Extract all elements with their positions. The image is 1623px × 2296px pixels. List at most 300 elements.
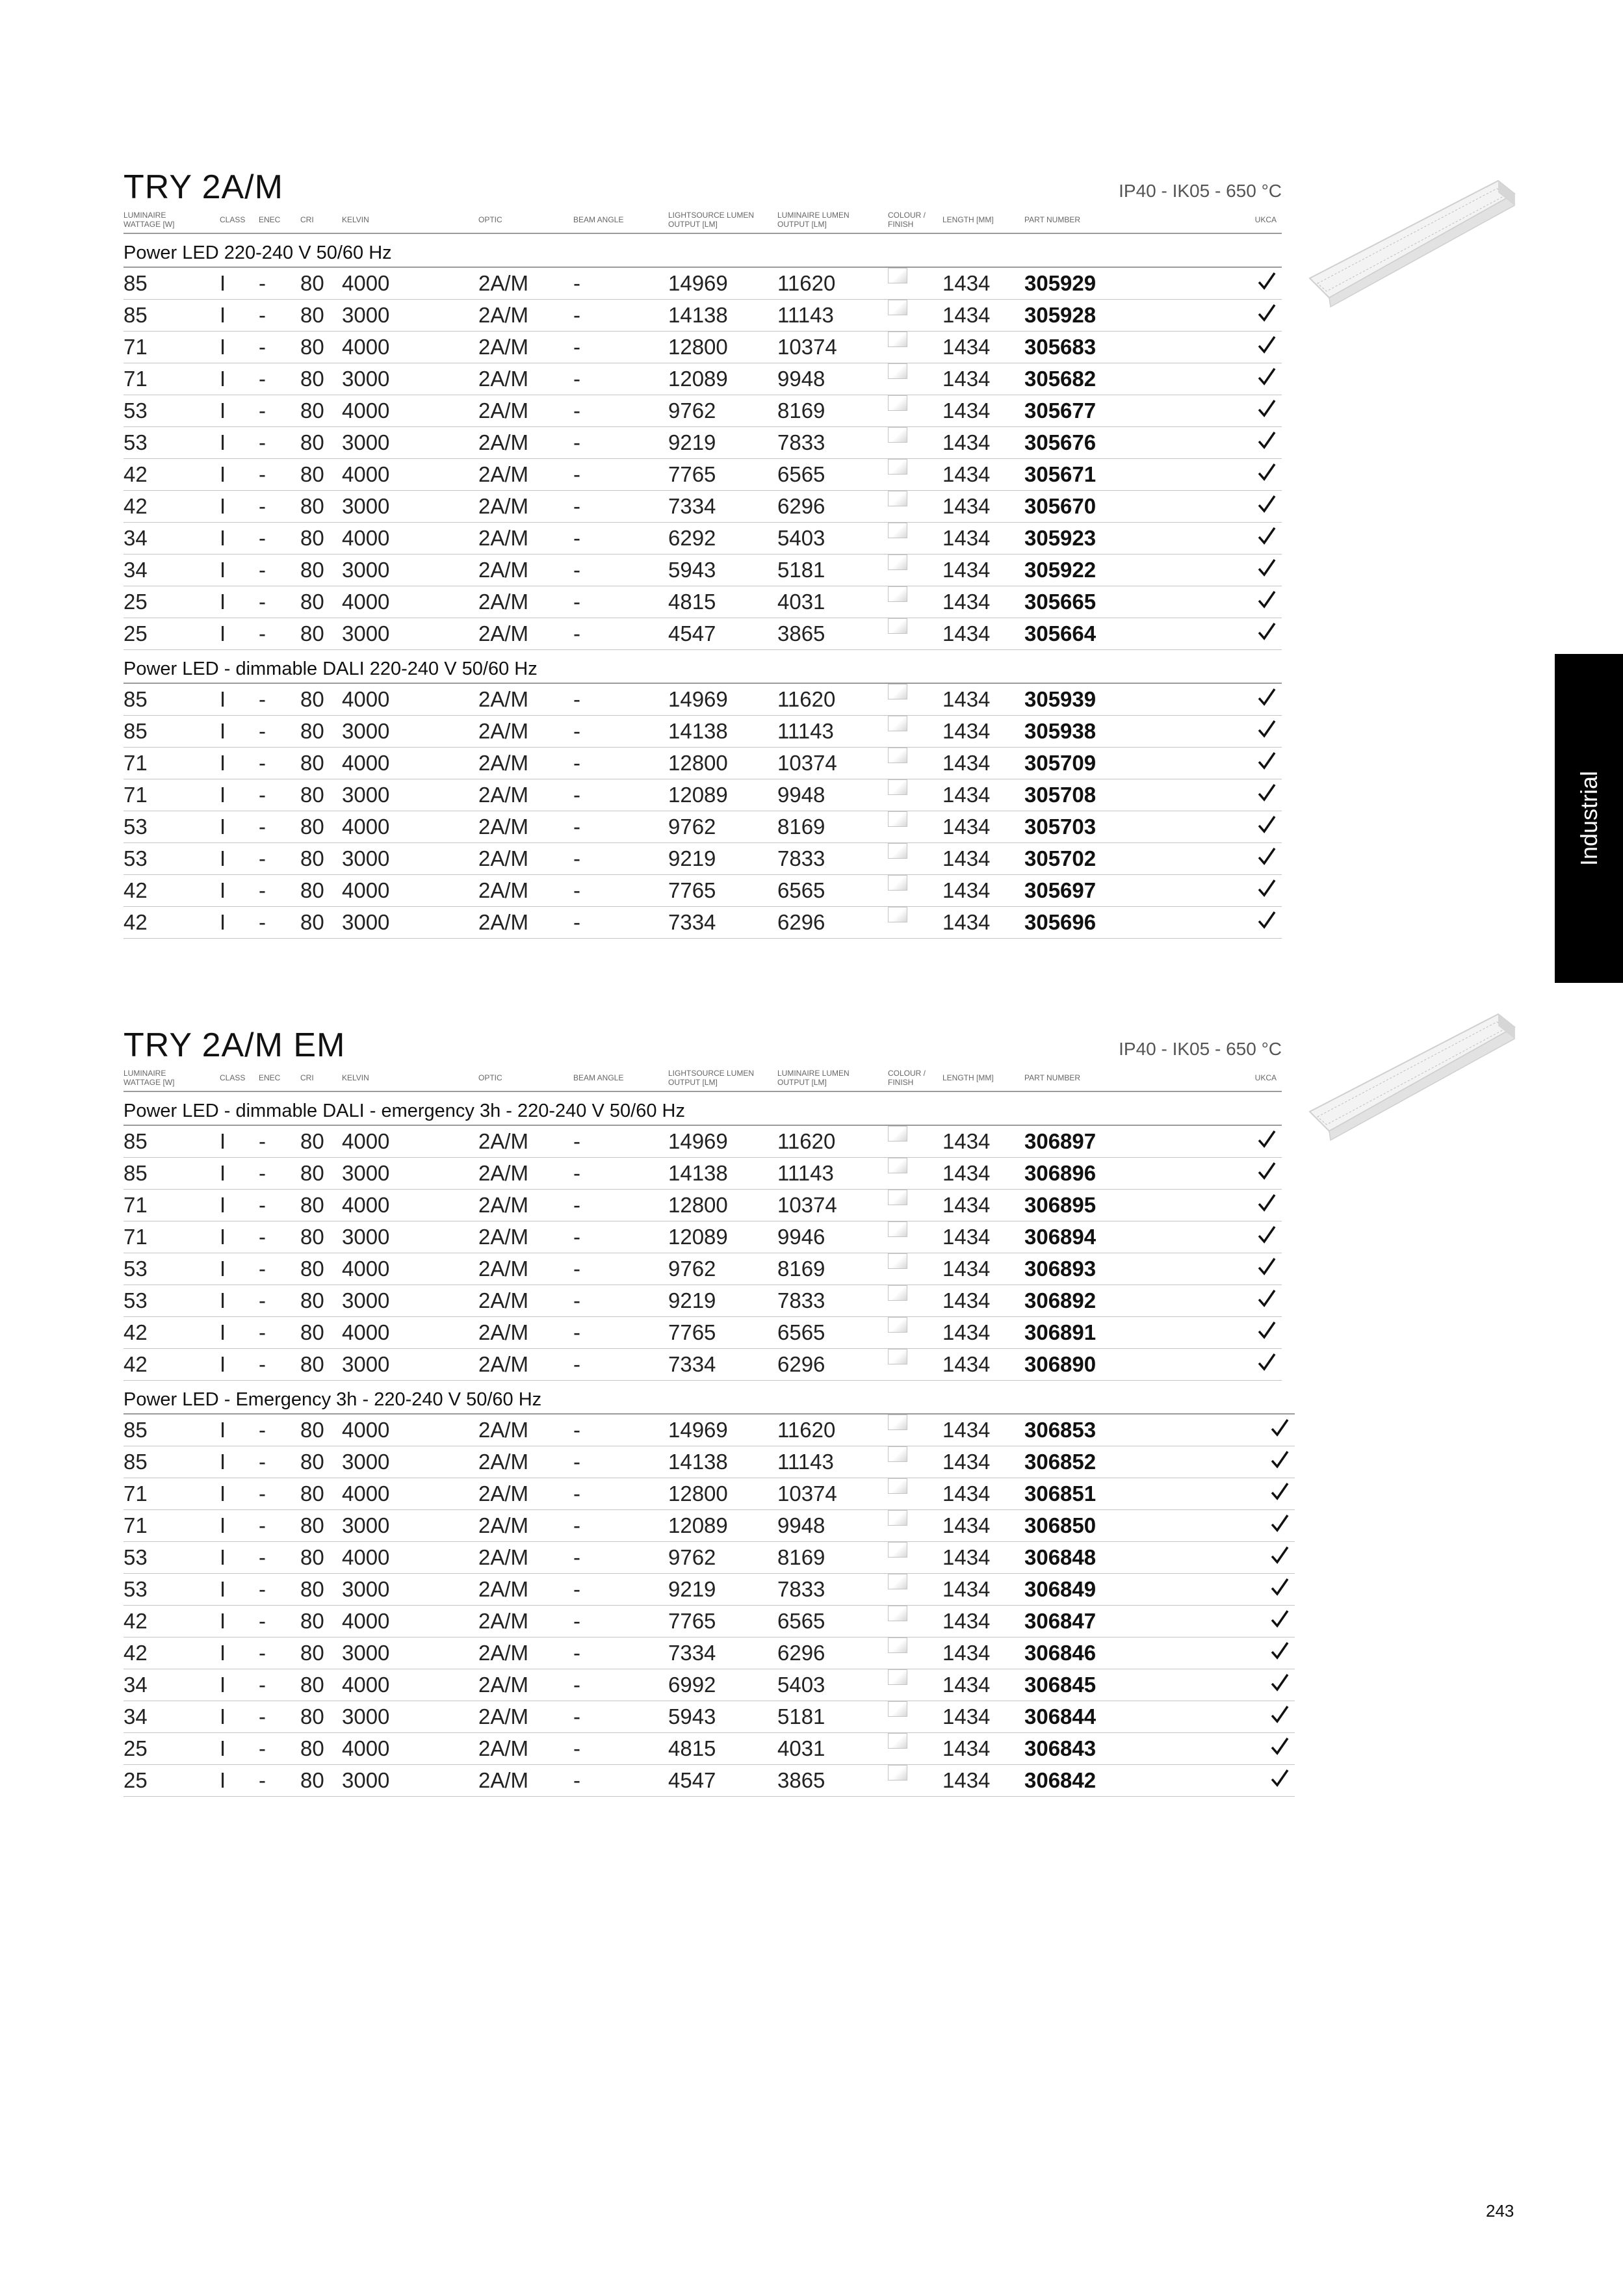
col-lightsource-lumen: LIGHTSOURCE LUMEN OUTPUT [LM] — [668, 211, 755, 229]
cell-luminaire-lumen: 6565 — [777, 1609, 825, 1633]
cell-luminaire-lumen: 4031 — [777, 590, 825, 614]
cell-lightsource-lumen: 4547 — [668, 1768, 716, 1792]
cell-wattage: 34 — [123, 1673, 148, 1697]
cell-beam-angle: - — [573, 687, 580, 711]
table-row — [123, 1478, 1295, 1510]
col-ukca: UKCA — [1254, 215, 1277, 224]
cell-wattage: 53 — [123, 815, 148, 839]
cell-cri: 80 — [300, 1288, 324, 1312]
cell-optic: 2A/M — [478, 1225, 529, 1249]
cell-part-number: 305928 — [1024, 303, 1097, 327]
product-header — [123, 168, 1293, 207]
cell-luminaire-lumen: 10374 — [777, 1193, 837, 1217]
cell-length: 1434 — [942, 846, 991, 870]
cell-beam-angle: - — [573, 1352, 580, 1376]
cell-optic: 2A/M — [478, 1418, 529, 1442]
cell-part-number: 305939 — [1024, 687, 1097, 711]
cell-beam-angle: - — [573, 1129, 580, 1153]
cell-luminaire-lumen: 5403 — [777, 1673, 825, 1697]
cell-length: 1434 — [942, 1129, 991, 1153]
cell-enec: - — [259, 398, 266, 423]
colour-finish-swatch — [888, 1510, 907, 1526]
cell-lightsource-lumen: 14969 — [668, 271, 728, 295]
column-header-row — [123, 207, 1282, 234]
cell-cri: 80 — [300, 687, 324, 711]
cell-beam-angle: - — [573, 1545, 580, 1569]
cell-kelvin: 4000 — [342, 1418, 390, 1442]
cell-kelvin: 3000 — [342, 1352, 390, 1376]
ukca-check-icon — [1257, 908, 1277, 932]
cell-class: I — [220, 1704, 226, 1729]
col-colour-finish: COLOUR / FINISH — [888, 1069, 926, 1087]
cell-luminaire-lumen: 10374 — [777, 1481, 837, 1506]
cell-enec: - — [259, 494, 266, 518]
cell-wattage: 85 — [123, 303, 148, 327]
cell-optic: 2A/M — [478, 1673, 529, 1697]
cell-length: 1434 — [942, 910, 991, 934]
colour-finish-swatch — [888, 523, 907, 538]
cell-wattage: 42 — [123, 494, 148, 518]
table-row — [123, 1765, 1295, 1797]
cell-beam-angle: - — [573, 526, 580, 550]
colour-finish-swatch — [888, 1733, 907, 1749]
cell-kelvin: 4000 — [342, 1257, 390, 1281]
cell-optic: 2A/M — [478, 783, 529, 807]
cell-part-number: 306891 — [1024, 1320, 1097, 1344]
cell-cri: 80 — [300, 367, 324, 391]
cell-enec: - — [259, 1225, 266, 1249]
cell-wattage: 71 — [123, 367, 148, 391]
table-row — [123, 716, 1282, 748]
cell-cri: 80 — [300, 526, 324, 550]
cell-kelvin: 4000 — [342, 815, 390, 839]
cell-beam-angle: - — [573, 751, 580, 775]
cell-beam-angle: - — [573, 1577, 580, 1601]
table-row — [123, 1126, 1282, 1158]
cell-part-number: 305671 — [1024, 462, 1097, 486]
cell-part-number: 306893 — [1024, 1257, 1097, 1281]
colour-finish-swatch — [888, 1126, 907, 1141]
cell-lightsource-lumen: 14138 — [668, 303, 728, 327]
colour-finish-swatch — [888, 491, 907, 506]
cell-cri: 80 — [300, 1418, 324, 1442]
colour-finish-swatch — [888, 459, 907, 475]
cell-kelvin: 3000 — [342, 1641, 390, 1665]
cell-optic: 2A/M — [478, 1481, 529, 1506]
cell-optic: 2A/M — [478, 558, 529, 582]
cell-cri: 80 — [300, 621, 324, 646]
cell-cri: 80 — [300, 398, 324, 423]
cell-beam-angle: - — [573, 910, 580, 934]
cell-class: I — [220, 367, 226, 391]
section-side-tab — [1555, 654, 1623, 983]
cell-cri: 80 — [300, 846, 324, 870]
col-class: CLASS — [220, 215, 246, 224]
cell-optic: 2A/M — [478, 271, 529, 295]
cell-kelvin: 3000 — [342, 1704, 390, 1729]
ukca-check-icon — [1270, 1416, 1290, 1439]
cell-beam-angle: - — [573, 494, 580, 518]
cell-luminaire-lumen: 11143 — [777, 1161, 834, 1185]
cell-cri: 80 — [300, 590, 324, 614]
cell-kelvin: 3000 — [342, 1577, 390, 1601]
cell-class: I — [220, 271, 226, 295]
cell-part-number: 305702 — [1024, 846, 1097, 870]
cell-cri: 80 — [300, 1577, 324, 1601]
cell-optic: 2A/M — [478, 1288, 529, 1312]
cell-kelvin: 4000 — [342, 1736, 390, 1760]
cell-lightsource-lumen: 12800 — [668, 751, 728, 775]
cell-enec: - — [259, 878, 266, 902]
luminaire-product-image — [1303, 1001, 1518, 1144]
cell-luminaire-lumen: 3865 — [777, 1768, 825, 1792]
ukca-check-icon — [1270, 1766, 1290, 1790]
cell-optic: 2A/M — [478, 1450, 529, 1474]
cell-enec: - — [259, 815, 266, 839]
cell-luminaire-lumen: 9948 — [777, 783, 825, 807]
cell-kelvin: 4000 — [342, 590, 390, 614]
cell-part-number: 306845 — [1024, 1673, 1097, 1697]
cell-class: I — [220, 621, 226, 646]
cell-kelvin: 3000 — [342, 494, 390, 518]
cell-class: I — [220, 1450, 226, 1474]
cell-kelvin: 4000 — [342, 1481, 390, 1506]
cell-part-number: 306847 — [1024, 1609, 1097, 1633]
cell-optic: 2A/M — [478, 751, 529, 775]
cell-kelvin: 3000 — [342, 621, 390, 646]
table-row — [123, 363, 1282, 395]
cell-optic: 2A/M — [478, 526, 529, 550]
cell-enec: - — [259, 1736, 266, 1760]
table-row — [123, 1446, 1295, 1478]
cell-luminaire-lumen: 11143 — [777, 303, 834, 327]
product-section-try-2am-em — [123, 1026, 1293, 1797]
ukca-check-icon — [1270, 1543, 1290, 1567]
cell-length: 1434 — [942, 590, 991, 614]
cell-enec: - — [259, 621, 266, 646]
cell-optic: 2A/M — [478, 1577, 529, 1601]
col-length: LENGTH [MM] — [942, 215, 994, 224]
ukca-check-icon — [1257, 269, 1277, 293]
cell-length: 1434 — [942, 271, 991, 295]
cell-lightsource-lumen: 12800 — [668, 1481, 728, 1506]
cell-part-number: 305923 — [1024, 526, 1097, 550]
cell-length: 1434 — [942, 1450, 991, 1474]
cell-wattage: 71 — [123, 1225, 148, 1249]
cell-part-number: 306850 — [1024, 1513, 1097, 1537]
cell-lightsource-lumen: 14969 — [668, 687, 728, 711]
cell-lightsource-lumen: 4815 — [668, 590, 716, 614]
cell-part-number: 305922 — [1024, 558, 1097, 582]
product-title: TRY 2A/M — [123, 168, 283, 206]
col-luminaire-lumen: LUMINAIRE LUMEN OUTPUT [LM] — [777, 211, 850, 229]
cell-length: 1434 — [942, 1418, 991, 1442]
cell-lightsource-lumen: 12800 — [668, 335, 728, 359]
colour-finish-swatch — [888, 843, 907, 859]
cell-class: I — [220, 430, 226, 454]
cell-enec: - — [259, 367, 266, 391]
cell-length: 1434 — [942, 1193, 991, 1217]
cell-luminaire-lumen: 11620 — [777, 271, 836, 295]
cell-luminaire-lumen: 5181 — [777, 558, 825, 582]
cell-kelvin: 3000 — [342, 846, 390, 870]
cell-wattage: 25 — [123, 1768, 148, 1792]
colour-finish-swatch — [888, 907, 907, 922]
colour-finish-swatch — [888, 1574, 907, 1589]
cell-class: I — [220, 687, 226, 711]
cell-luminaire-lumen: 7833 — [777, 846, 825, 870]
cell-length: 1434 — [942, 1257, 991, 1281]
cell-length: 1434 — [942, 1641, 991, 1665]
cell-class: I — [220, 1736, 226, 1760]
colour-finish-swatch — [888, 779, 907, 795]
cell-optic: 2A/M — [478, 1513, 529, 1537]
cell-part-number: 306848 — [1024, 1545, 1097, 1569]
cell-class: I — [220, 783, 226, 807]
cell-length: 1434 — [942, 1352, 991, 1376]
cell-cri: 80 — [300, 1736, 324, 1760]
cell-class: I — [220, 1577, 226, 1601]
cell-part-number: 306844 — [1024, 1704, 1097, 1729]
cell-lightsource-lumen: 9219 — [668, 430, 716, 454]
side-tab-label: Industrial — [1575, 770, 1602, 867]
cell-wattage: 53 — [123, 1288, 148, 1312]
cell-class: I — [220, 1161, 226, 1185]
table-row — [123, 1574, 1295, 1606]
ukca-check-icon — [1257, 620, 1277, 643]
cell-part-number: 306894 — [1024, 1225, 1097, 1249]
cell-wattage: 53 — [123, 1545, 148, 1569]
cell-beam-angle: - — [573, 398, 580, 423]
cell-kelvin: 4000 — [342, 1193, 390, 1217]
cell-wattage: 34 — [123, 1704, 148, 1729]
cell-enec: - — [259, 1288, 266, 1312]
cell-class: I — [220, 1768, 226, 1792]
cell-wattage: 71 — [123, 1481, 148, 1506]
group-title: Power LED - dimmable DALI 220-240 V 50/60 Hz — [123, 650, 1282, 684]
cell-optic: 2A/M — [478, 719, 529, 743]
cell-kelvin: 3000 — [342, 367, 390, 391]
table-row — [123, 1349, 1282, 1381]
table-row — [123, 1253, 1282, 1285]
cell-lightsource-lumen: 5943 — [668, 558, 716, 582]
cell-cri: 80 — [300, 1320, 324, 1344]
ukca-check-icon — [1257, 365, 1277, 388]
cell-class: I — [220, 719, 226, 743]
cell-beam-angle: - — [573, 590, 580, 614]
cell-wattage: 53 — [123, 430, 148, 454]
table-row — [123, 1669, 1295, 1701]
ukca-check-icon — [1257, 781, 1277, 804]
cell-beam-angle: - — [573, 1673, 580, 1697]
cell-optic: 2A/M — [478, 1609, 529, 1633]
cell-beam-angle: - — [573, 1288, 580, 1312]
cell-enec: - — [259, 335, 266, 359]
cell-optic: 2A/M — [478, 1641, 529, 1665]
cell-optic: 2A/M — [478, 367, 529, 391]
product-section-try-2am — [123, 168, 1293, 939]
table-row — [123, 1158, 1282, 1190]
table-row — [123, 1415, 1295, 1446]
ukca-check-icon — [1257, 1159, 1277, 1182]
cell-wattage: 71 — [123, 751, 148, 775]
cell-cri: 80 — [300, 1609, 324, 1633]
ukca-check-icon — [1257, 1350, 1277, 1374]
ukca-check-icon — [1270, 1607, 1290, 1630]
cell-class: I — [220, 462, 226, 486]
cell-luminaire-lumen: 6296 — [777, 910, 825, 934]
col-kelvin: KELVIN — [342, 1073, 369, 1082]
ukca-check-icon — [1257, 876, 1277, 900]
cell-wattage: 85 — [123, 1418, 148, 1442]
colour-finish-swatch — [888, 716, 907, 731]
group-table — [123, 1381, 1293, 1797]
cell-beam-angle: - — [573, 783, 580, 807]
ukca-check-icon — [1270, 1448, 1290, 1471]
cell-beam-angle: - — [573, 1257, 580, 1281]
cell-wattage: 71 — [123, 1193, 148, 1217]
cell-optic: 2A/M — [478, 910, 529, 934]
cell-enec: - — [259, 1481, 266, 1506]
cell-wattage: 85 — [123, 1450, 148, 1474]
cell-lightsource-lumen: 7334 — [668, 1352, 716, 1376]
colour-finish-swatch — [888, 1190, 907, 1205]
table-row — [123, 779, 1282, 811]
cell-luminaire-lumen: 11143 — [777, 1450, 834, 1474]
cell-wattage: 85 — [123, 271, 148, 295]
colour-finish-swatch — [888, 1542, 907, 1558]
cell-kelvin: 3000 — [342, 1225, 390, 1249]
colour-finish-swatch — [888, 1606, 907, 1621]
cell-enec: - — [259, 1513, 266, 1537]
cell-wattage: 85 — [123, 719, 148, 743]
cell-optic: 2A/M — [478, 303, 529, 327]
cell-cri: 80 — [300, 462, 324, 486]
cell-class: I — [220, 1320, 226, 1344]
cell-cri: 80 — [300, 719, 324, 743]
cell-luminaire-lumen: 5181 — [777, 1704, 825, 1729]
cell-cri: 80 — [300, 335, 324, 359]
column-header-row — [123, 1065, 1282, 1092]
cell-cri: 80 — [300, 1352, 324, 1376]
colour-finish-swatch — [888, 395, 907, 411]
cell-length: 1434 — [942, 335, 991, 359]
cell-class: I — [220, 751, 226, 775]
cell-class: I — [220, 335, 226, 359]
cell-kelvin: 4000 — [342, 1320, 390, 1344]
group-table — [123, 1092, 1293, 1381]
cell-lightsource-lumen: 5943 — [668, 1704, 716, 1729]
table-row — [123, 1510, 1295, 1542]
colour-finish-swatch — [888, 748, 907, 763]
cell-wattage: 25 — [123, 621, 148, 646]
cell-optic: 2A/M — [478, 494, 529, 518]
ukca-check-icon — [1270, 1480, 1290, 1503]
cell-luminaire-lumen: 10374 — [777, 751, 837, 775]
cell-part-number: 305665 — [1024, 590, 1097, 614]
table-row — [123, 1606, 1295, 1637]
cell-luminaire-lumen: 11143 — [777, 719, 834, 743]
colour-finish-swatch — [888, 1349, 907, 1364]
col-kelvin: KELVIN — [342, 215, 369, 224]
cell-optic: 2A/M — [478, 1257, 529, 1281]
cell-length: 1434 — [942, 1577, 991, 1601]
cell-enec: - — [259, 590, 266, 614]
cell-cri: 80 — [300, 1768, 324, 1792]
cell-class: I — [220, 1513, 226, 1537]
cell-class: I — [220, 1481, 226, 1506]
cell-length: 1434 — [942, 1673, 991, 1697]
cell-luminaire-lumen: 5403 — [777, 526, 825, 550]
ukca-check-icon — [1257, 1127, 1277, 1151]
cell-optic: 2A/M — [478, 1704, 529, 1729]
cell-kelvin: 3000 — [342, 303, 390, 327]
cell-kelvin: 4000 — [342, 687, 390, 711]
cell-cri: 80 — [300, 783, 324, 807]
cell-luminaire-lumen: 10374 — [777, 335, 837, 359]
colour-finish-swatch — [888, 1253, 907, 1269]
cell-length: 1434 — [942, 1768, 991, 1792]
cell-kelvin: 3000 — [342, 1768, 390, 1792]
cell-lightsource-lumen: 14138 — [668, 1450, 728, 1474]
cell-length: 1434 — [942, 719, 991, 743]
cell-length: 1434 — [942, 1736, 991, 1760]
col-part-number: PART NUMBER — [1024, 1073, 1081, 1082]
cell-beam-angle: - — [573, 335, 580, 359]
cell-cri: 80 — [300, 558, 324, 582]
cell-class: I — [220, 398, 226, 423]
table-row — [123, 843, 1282, 875]
cell-part-number: 306853 — [1024, 1418, 1097, 1442]
cell-lightsource-lumen: 12089 — [668, 1225, 728, 1249]
cell-enec: - — [259, 1129, 266, 1153]
cell-kelvin: 3000 — [342, 1288, 390, 1312]
cell-lightsource-lumen: 12089 — [668, 367, 728, 391]
cell-lightsource-lumen: 9762 — [668, 398, 716, 423]
table-row — [123, 1637, 1295, 1669]
cell-enec: - — [259, 1609, 266, 1633]
cell-enec: - — [259, 1320, 266, 1344]
ukca-check-icon — [1257, 685, 1277, 709]
cell-beam-angle: - — [573, 815, 580, 839]
cell-length: 1434 — [942, 1481, 991, 1506]
cell-enec: - — [259, 1704, 266, 1729]
cell-part-number: 305709 — [1024, 751, 1097, 775]
ukca-check-icon — [1257, 1223, 1277, 1246]
cell-lightsource-lumen: 7765 — [668, 878, 716, 902]
cell-lightsource-lumen: 7765 — [668, 462, 716, 486]
cell-lightsource-lumen: 9762 — [668, 1257, 716, 1281]
colour-finish-swatch — [888, 1285, 907, 1301]
cell-enec: - — [259, 846, 266, 870]
cell-class: I — [220, 1129, 226, 1153]
cell-wattage: 53 — [123, 398, 148, 423]
cell-lightsource-lumen: 14138 — [668, 1161, 728, 1185]
col-optic: OPTIC — [478, 1073, 502, 1082]
cell-cri: 80 — [300, 1481, 324, 1506]
table-row — [123, 395, 1282, 427]
cell-wattage: 34 — [123, 558, 148, 582]
cell-enec: - — [259, 687, 266, 711]
ukca-check-icon — [1257, 1286, 1277, 1310]
cell-enec: - — [259, 1545, 266, 1569]
cell-lightsource-lumen: 12800 — [668, 1193, 728, 1217]
cell-cri: 80 — [300, 878, 324, 902]
cell-length: 1434 — [942, 462, 991, 486]
cell-lightsource-lumen: 9219 — [668, 1288, 716, 1312]
cell-length: 1434 — [942, 1609, 991, 1633]
col-lightsource-lumen: LIGHTSOURCE LUMEN OUTPUT [LM] — [668, 1069, 755, 1087]
